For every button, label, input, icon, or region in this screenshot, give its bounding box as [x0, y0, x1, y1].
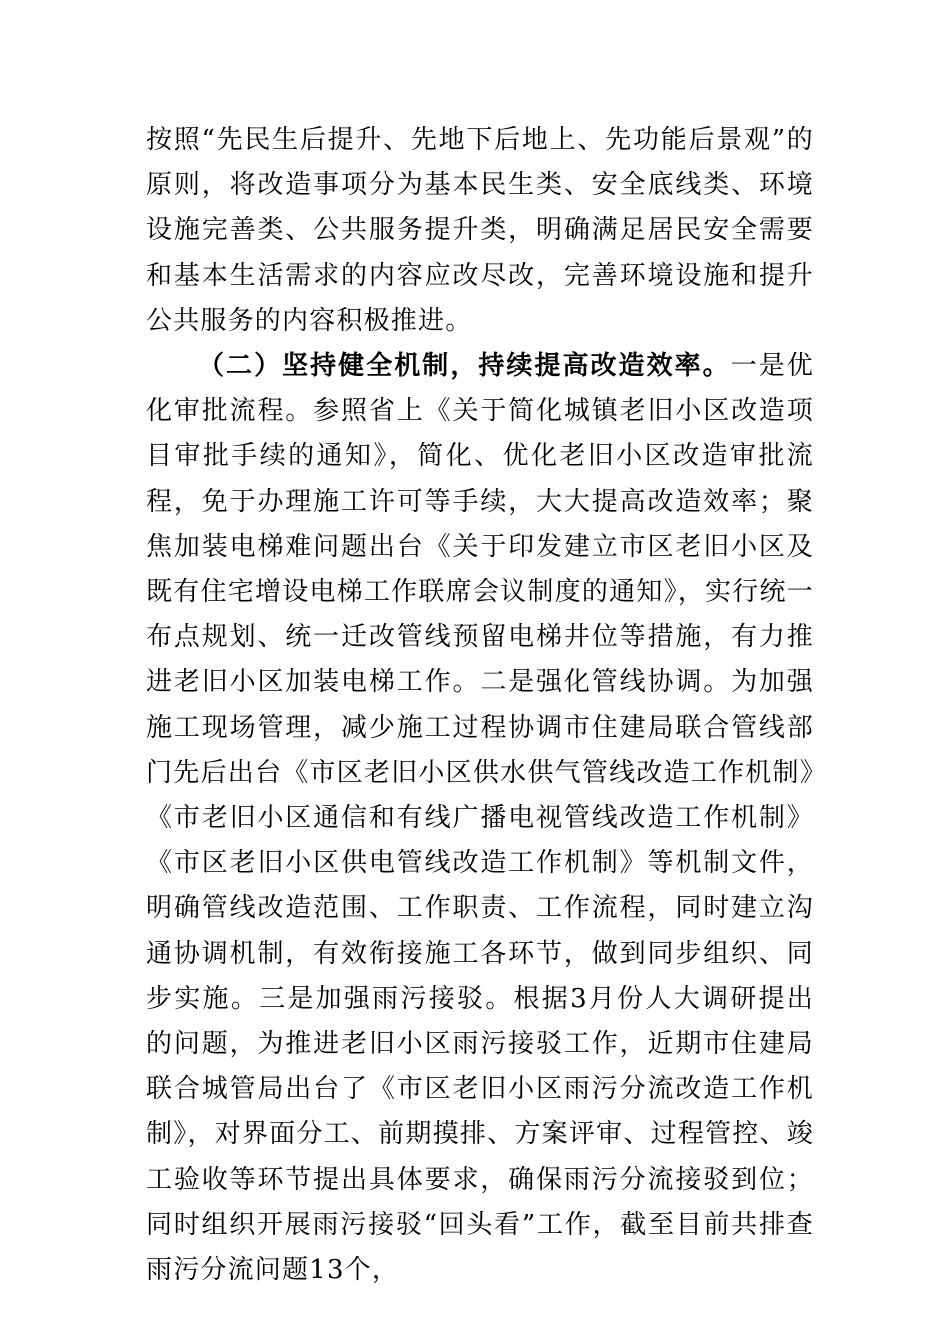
paragraph-principles-text: 按照“先民生后提升、先地下后地上、先功能后景观”的原则，将改造事项分为基本民生类、安全底线类、环境设施完善类、公共服务提升类，明确满足居民安全需要和基本生活需求的内容应改尽改，完善环境设施和提升公共服务的内容积极推进。 — [146, 125, 814, 336]
paragraph-mechanism-text: 一是优化审批流程。参照省上《关于简化城镇老旧小区改造项目审批手续的通知》，简化、优化老旧小区改造审批流程，免于办理施工许可等手续，大大提高改造效率；聚焦加装电梯难问题出台《关于印发建立市区老旧小区及既有住宅增设电梯工作联席会议制度的通知》，实行统一布点规划、统一迁改管线预留电梯井位等措施，有力推进老旧小区加装电梯工作。二是强化管线协调。为加强施工现场管理，减少施工过程协调市住建局联合管线部门先后出台《市区老旧小区供水供气管线改造工作机制》《市老旧小区通信和有线广播电视管线改造工作机制》《市区老旧小区供电管线改造工作机制》等机制文件，明确管线改造范围、工作职责、工作流程，同时建立沟通协调机制，有效衔接施工各环节，做到同步组织、同步实施。三是加强雨污接驳。根据3月份人大调研提出的问题，为推进老旧小区雨污接驳工作，近期市住建局联合城管局出台了《市区老旧小区雨污分流改造工作机制》，对界面分工、前期摸排、方案评审、过程管控、竣工验收等环节提出具体要求，确保雨污分流接驳到位；同时组织开展雨污接驳“回头看”工作，截至目前共排查雨污分流问题13个， — [146, 351, 814, 1286]
document-body — [146, 118, 814, 1293]
paragraph-mechanism — [146, 344, 814, 1293]
paragraph-principles — [146, 118, 814, 344]
section-heading: （二）坚持健全机制，持续提高改造效率。 — [198, 351, 731, 382]
